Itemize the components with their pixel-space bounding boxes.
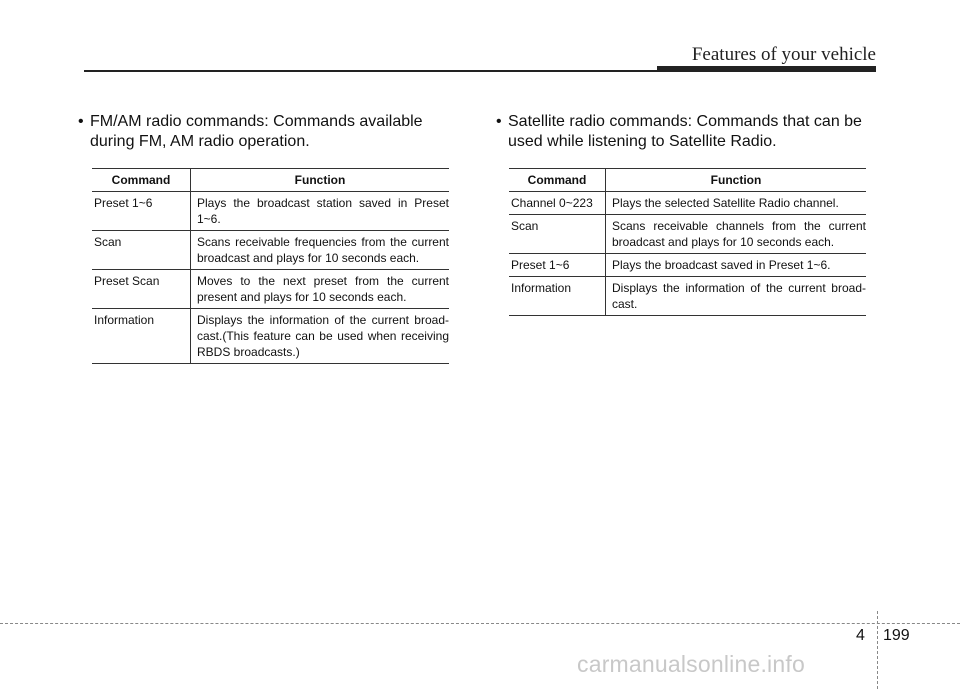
footer-rule bbox=[0, 623, 960, 624]
command-cell: Information bbox=[92, 309, 191, 364]
command-cell: Preset Scan bbox=[92, 270, 191, 309]
satellite-intro-text: Satellite radio commands: Commands that can be used while listening to Satellite Radio. bbox=[508, 113, 862, 150]
function-cell: Displays the information of the current broad-cast.(This feature can be used when receiving RBDS broadcasts.) bbox=[197, 313, 449, 359]
command-cell: Preset 1~6 bbox=[509, 254, 606, 277]
column-header-command: Command bbox=[509, 169, 606, 192]
table-row bbox=[509, 215, 866, 254]
function-cell: Moves to the next preset from the current present and plays for 10 seconds each. bbox=[197, 274, 449, 304]
page-number: 199 bbox=[883, 627, 910, 644]
column-header-command: Command bbox=[92, 169, 191, 192]
satellite-command-table bbox=[509, 168, 866, 316]
function-cell: Displays the information of the current broad-cast. bbox=[612, 281, 866, 311]
function-cell: Plays the broadcast saved in Preset 1~6. bbox=[612, 258, 831, 272]
header-rule-accent bbox=[657, 66, 876, 71]
fm-am-command-table bbox=[92, 168, 449, 364]
column-header-function: Function bbox=[191, 169, 450, 192]
watermark: carmanualsonline.info bbox=[577, 651, 805, 677]
bullet-icon: • bbox=[78, 113, 84, 130]
command-cell: Scan bbox=[92, 231, 191, 270]
function-cell: Plays the broadcast station saved in Preset 1~6. bbox=[197, 196, 449, 226]
chapter-number: 4 bbox=[856, 627, 865, 644]
page-header-title: Features of your vehicle bbox=[691, 44, 876, 65]
footer-divider bbox=[877, 611, 878, 689]
table-row bbox=[509, 254, 866, 277]
bullet-icon: • bbox=[496, 113, 502, 130]
table-row bbox=[509, 277, 866, 316]
command-cell: Information bbox=[509, 277, 606, 316]
function-cell: Plays the selected Satellite Radio channel. bbox=[612, 196, 839, 210]
table-row bbox=[92, 231, 449, 270]
command-cell: Preset 1~6 bbox=[92, 192, 191, 231]
fm-am-intro-text: FM/AM radio commands: Commands available during FM, AM radio operation. bbox=[90, 113, 423, 150]
table-row bbox=[509, 192, 866, 215]
command-cell: Channel 0~223 bbox=[509, 192, 606, 215]
fm-am-intro bbox=[78, 112, 460, 152]
function-cell: Scans receivable frequencies from the current broadcast and plays for 10 seconds each. bbox=[197, 235, 449, 265]
table-row bbox=[92, 192, 449, 231]
table-row bbox=[92, 309, 449, 364]
table-row bbox=[92, 270, 449, 309]
satellite-intro bbox=[496, 112, 878, 152]
command-cell: Scan bbox=[509, 215, 606, 254]
column-header-function: Function bbox=[606, 169, 867, 192]
function-cell: Scans receivable channels from the current broadcast and plays for 10 seconds each. bbox=[612, 219, 866, 249]
